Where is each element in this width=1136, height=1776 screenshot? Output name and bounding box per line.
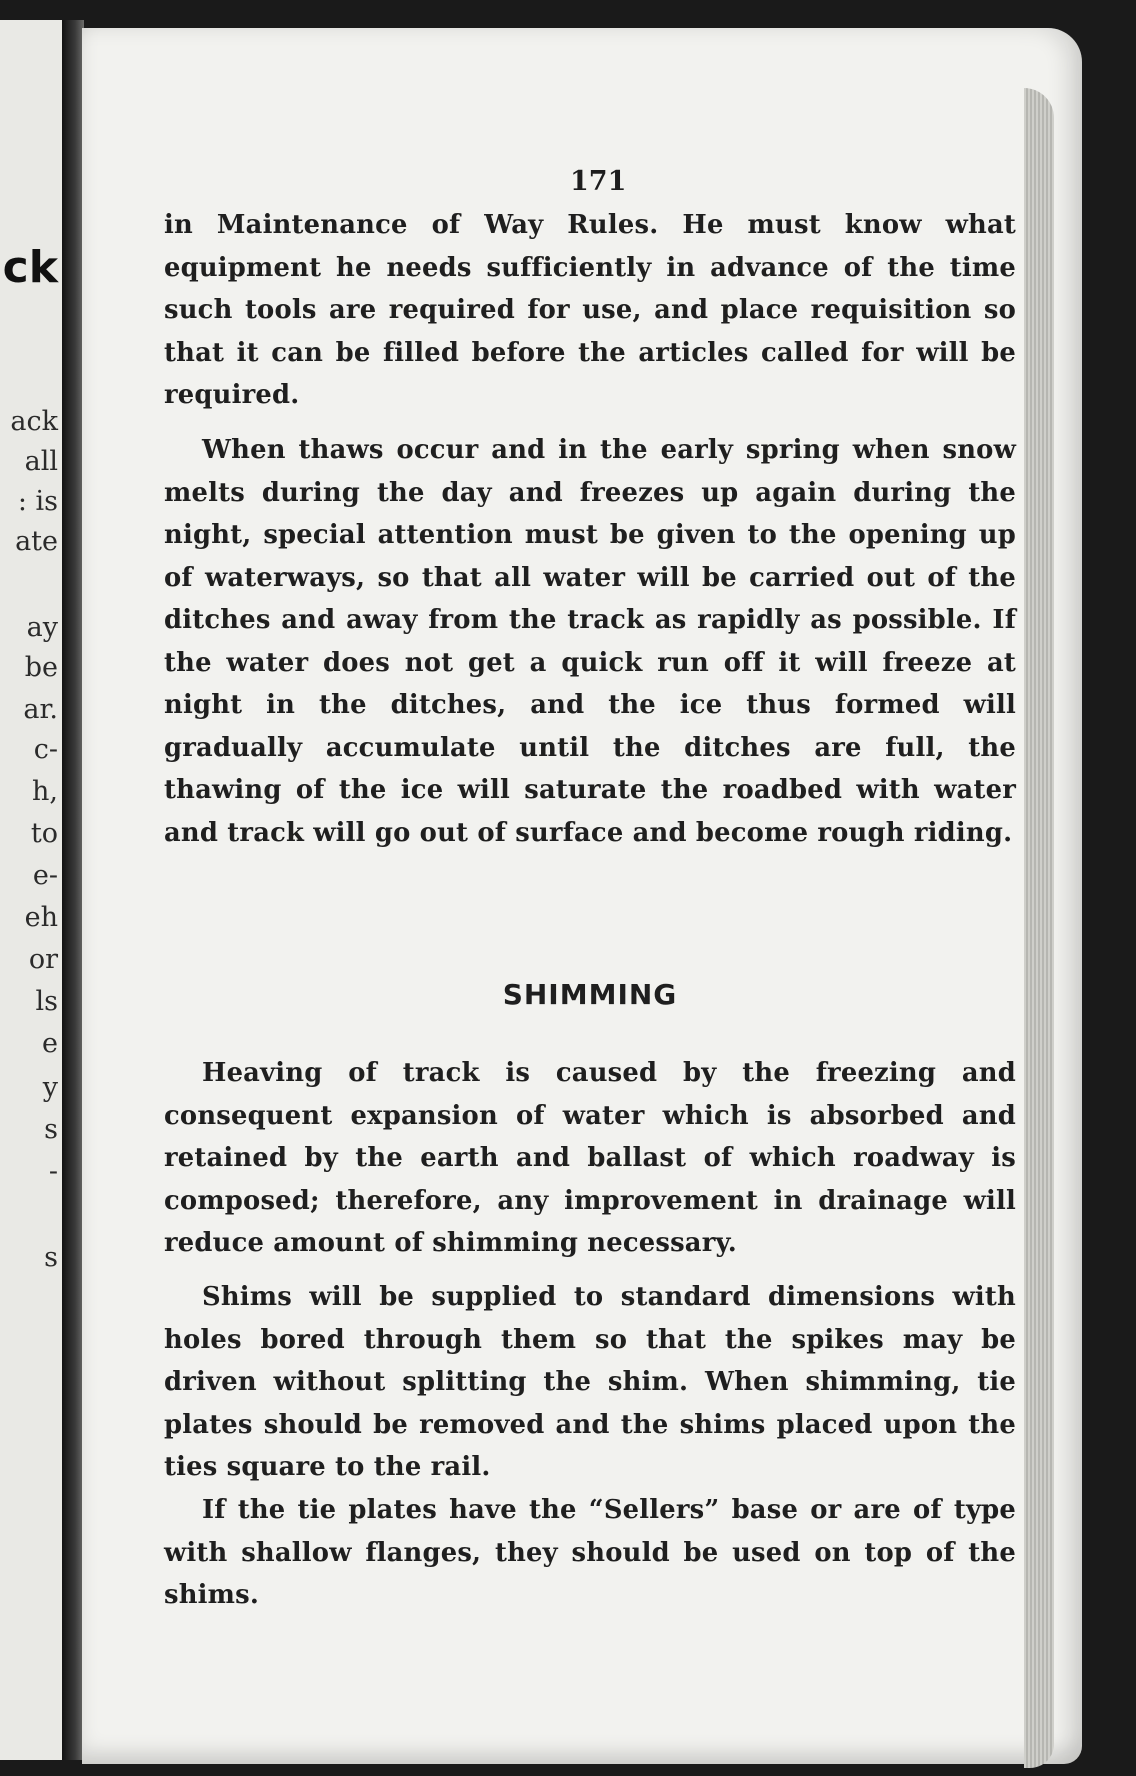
facing-page-fragment: y	[42, 1072, 58, 1103]
facing-page-fragment: -	[48, 1156, 58, 1187]
facing-page-fragment: be	[24, 652, 58, 683]
paragraph: If the tie plates have the “Sellers” base or are of type with shallow flanges, they should be used on top of the shims.	[164, 1495, 1016, 1610]
facing-page-fragment: ack	[10, 406, 58, 437]
facing-page-fragment: all	[24, 446, 58, 477]
book-page	[82, 28, 1082, 1764]
paragraph: in Maintenance of Way Rules. He must know what equipment he needs sufficiently in advance of the time such tools are required for use, and place requisition so that it can be filled before the articles called for will be required.	[164, 210, 1016, 410]
facing-page-fragment: to	[30, 818, 58, 849]
facing-page-fragment: ate	[15, 526, 58, 557]
facing-page-fragment: e	[42, 1028, 58, 1059]
paragraph-heaving	[164, 1052, 1016, 1265]
section-heading: SHIMMING	[502, 978, 678, 1011]
paragraph: Shims will be supplied to standard dimensions with holes bored through them so that the spikes may be driven without splitting the shim. When shimming, tie plates should be removed and the shims placed upon the ties square to the rail.	[164, 1282, 1016, 1482]
facing-page-fragment: s	[44, 1114, 58, 1145]
paragraph-continued	[164, 204, 1016, 417]
facing-page-fragment: ls	[35, 986, 58, 1017]
paragraph-thaws	[164, 429, 1016, 854]
page-number: 171	[570, 166, 627, 197]
facing-page-fragment: ay	[26, 612, 58, 643]
facing-page-fragment: h,	[32, 776, 58, 807]
book-gutter	[62, 20, 84, 1760]
facing-page-fragment: ck	[2, 242, 58, 293]
facing-page-fragment: eh	[24, 902, 58, 933]
facing-page-edge	[0, 20, 64, 1760]
facing-page-fragment: : is	[17, 486, 58, 517]
facing-page-fragment: or	[28, 944, 58, 975]
page-edges	[1024, 88, 1054, 1768]
paragraph-shims	[164, 1276, 1016, 1489]
facing-page-fragment: c-	[33, 734, 58, 765]
facing-page-fragment: e-	[32, 860, 58, 891]
facing-page-fragment: s	[44, 1242, 58, 1273]
paragraph: Heaving of track is caused by the freezing and consequent expansion of water which is absorbed and retained by the earth and ballast of which roadway is composed; therefore, any improvement in drainage will reduce amount of shimming necessary.	[164, 1058, 1016, 1258]
facing-page-fragment: ar.	[23, 694, 58, 725]
paragraph-tie-plates	[164, 1489, 1016, 1617]
paragraph: When thaws occur and in the early spring when snow melts during the day and freezes up again during the night, special attention must be given to the opening up of waterways, so that all water will be carried out of the ditches and away from the track as rapidly as possible. If the water does not get a quick run off it will freeze at night in the ditches, and the ice thus formed will gradually accumulate until the ditches are full, the thawing of the ice will saturate the roadbed with water and track will go out of surface and become rough riding.	[164, 435, 1016, 848]
